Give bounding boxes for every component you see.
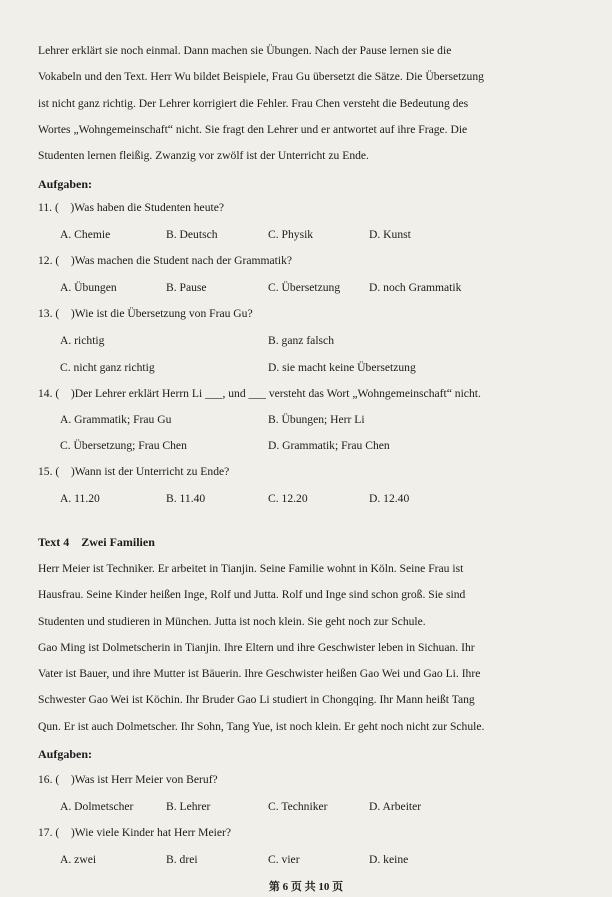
question-14 (38, 387, 481, 400)
option-d: D. 12.40 (369, 492, 410, 505)
option-a: A. 11.20 (60, 492, 100, 505)
option-d: D. Kunst (369, 228, 411, 241)
text-line: Herr Meier ist Techniker. Er arbeitet in Tianjin. Seine Familie wohnt in Köln. Seine Frau ist (38, 562, 464, 575)
question-text: )Wann ist der Unterricht zu Ende? (70, 465, 230, 478)
question-number: 12. ( (38, 254, 60, 267)
text-line: Schwester Gao Wei ist Köchin. Ihr Bruder Gao Li studiert in Chongqing. Ihr Mann heißt Tang (38, 693, 475, 707)
text-line: Studenten lernen fleißig. Zwanzig vor zwölf ist der Unterricht zu Ende. (38, 149, 369, 163)
option-c: C. nicht ganz richtig (60, 361, 155, 374)
option-b: B. Pause (166, 281, 207, 294)
option-a: A. richtig (60, 334, 105, 347)
option-d: D. Grammatik; Frau Chen (268, 439, 390, 452)
option-b: B. ganz falsch (268, 334, 334, 347)
option-c: C. Physik (268, 228, 314, 241)
option-c: C. 12.20 (268, 492, 308, 505)
text4-title: Zwei Familien (81, 535, 155, 549)
question-text: )Wie viele Kinder hat Herr Meier? (70, 826, 232, 839)
option-b: B. Deutsch (166, 228, 218, 241)
text4-paragraph (38, 556, 544, 740)
aufgaben-heading: Aufgaben: (38, 747, 93, 761)
question-text: )Wie ist die Übersetzung von Frau Gu? (70, 307, 253, 320)
aufgaben-heading: Aufgaben: (38, 177, 93, 191)
page-number-footer: 第 6 页 共 10 页 (268, 881, 344, 893)
question-number: 17. ( (38, 826, 60, 839)
text-line: Hausfrau. Seine Kinder heißen Inge, Rolf und Jutta. Rolf und Inge sind schon groß. Sie sind (38, 588, 466, 602)
question-text: )Was machen die Student nach der Grammatik? (70, 254, 293, 267)
text-line: ist nicht ganz richtig. Der Lehrer korrigiert die Fehler. Frau Chen versteht die Bedeutung des (38, 96, 469, 110)
option-a: A. Übungen (60, 281, 117, 294)
question-text: )Was ist Herr Meier von Beruf? (70, 773, 218, 786)
question-number: 15. ( (38, 465, 60, 478)
option-a: A. Chemie (60, 228, 111, 241)
option-b: B. drei (166, 853, 198, 866)
text-line: Wortes „Wohngemeinschaft“ nicht. Sie fragt den Lehrer und er antwortet auf ihre Frage. Die (38, 122, 468, 136)
text-line: Qun. Er ist auch Dolmetscher. Ihr Sohn, Tang Yue, ist noch klein. Er geht noch nicht zur Schule. (38, 719, 485, 733)
text-line: Gao Ming ist Dolmetscherin in Tianjin. Ihre Eltern und ihre Geschwister leben in Sichuan. Ihr (38, 640, 475, 654)
question-16 (38, 773, 218, 786)
text-line: Vokabeln und den Text. Herr Wu bildet Beispiele, Frau Gu übersetzt die Sätze. Die Übersetzung (38, 70, 484, 84)
question-13 (38, 307, 253, 320)
question-15 (38, 465, 229, 478)
option-b: B. 11.40 (166, 492, 206, 505)
option-a: A. Dolmetscher (60, 800, 134, 813)
question-number: 14. ( (38, 387, 60, 400)
option-a: A. Grammatik; Frau Gu (60, 413, 172, 426)
question-17 (38, 826, 231, 839)
option-c: C. Techniker (268, 800, 328, 813)
question-text: )Der Lehrer erklärt Herrn Li ___, und ___ versteht das Wort „Wohngemeinschaft“ nicht. (70, 387, 481, 400)
question-11 (38, 201, 224, 214)
option-d: D. keine (369, 853, 409, 866)
text4-label: Text 4 (38, 535, 70, 549)
option-b: B. Übungen; Herr Li (268, 413, 365, 426)
option-a: A. zwei (60, 853, 97, 866)
option-b: B. Lehrer (166, 800, 211, 813)
question-number: 11. ( (38, 201, 59, 214)
text-line: Vater ist Bauer, und ihre Mutter ist Bäuerin. Ihre Geschwister heißen Gao Wei und Gao Li. Ihre (38, 667, 481, 681)
text4-heading (38, 535, 155, 550)
option-c: C. Übersetzung; Frau Chen (60, 439, 187, 452)
option-d: D. sie macht keine Übersetzung (268, 361, 416, 374)
question-number: 13. ( (38, 307, 60, 320)
option-d: D. Arbeiter (369, 800, 422, 813)
option-c: C. vier (268, 853, 300, 866)
question-number: 16. ( (38, 773, 60, 786)
question-12 (38, 254, 292, 267)
question-text: )Was haben die Studenten heute? (70, 201, 225, 214)
option-d: D. noch Grammatik (369, 281, 462, 294)
text-line: Lehrer erklärt sie noch einmal. Dann machen sie Übungen. Nach der Pause lernen sie die (38, 44, 452, 57)
option-c: C. Übersetzung (268, 281, 341, 294)
text-line: Studenten und studieren in München. Jutta ist noch klein. Sie geht noch zur Schule. (38, 614, 426, 628)
text3-paragraph (38, 38, 544, 169)
